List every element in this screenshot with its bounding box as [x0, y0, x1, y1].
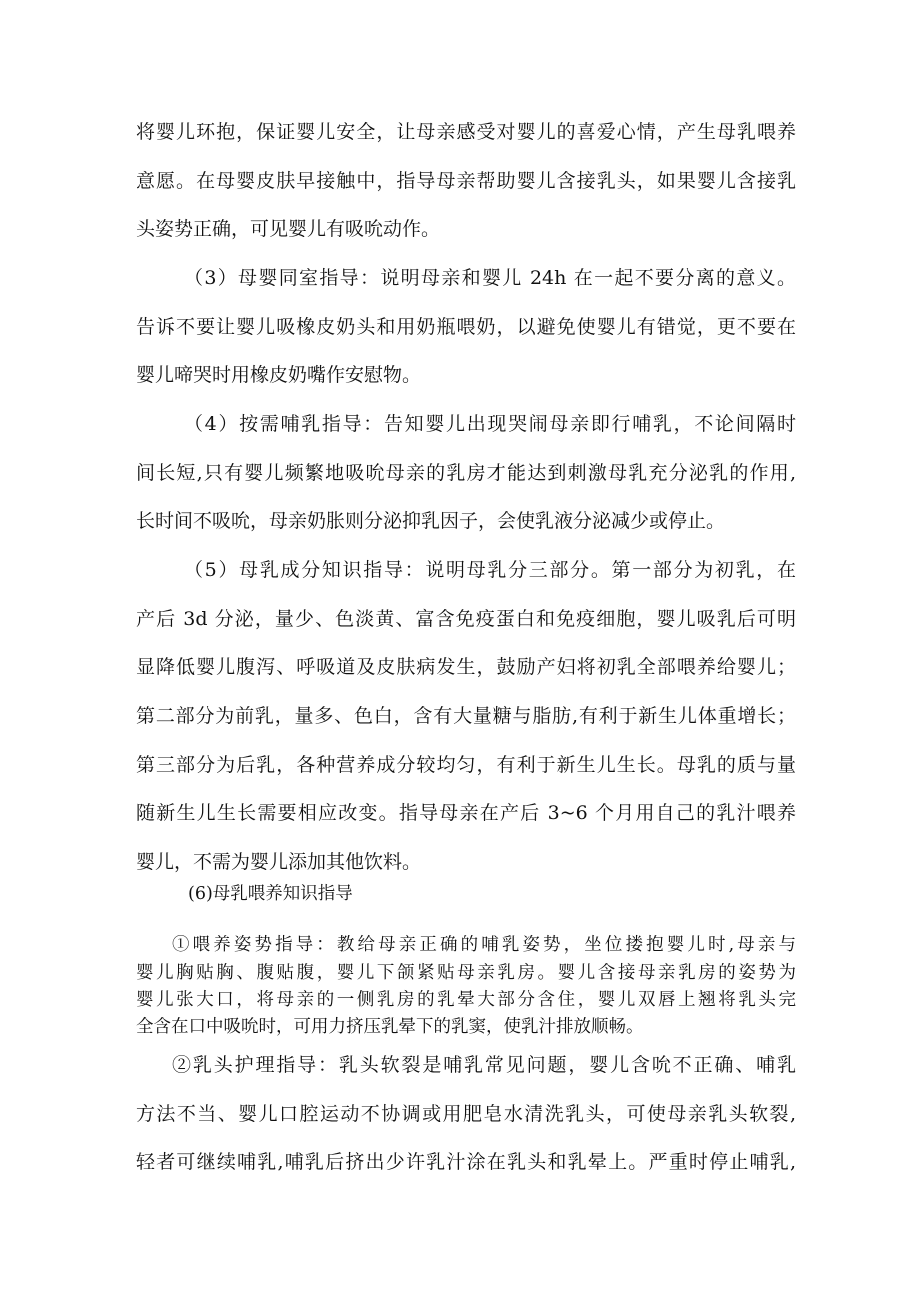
paragraph-5-line: 第二部分为前乳，量多、色白，含有大量糖与脂肪,有利于新生儿体重增长；	[136, 705, 796, 727]
paragraph-5-line: 显降低婴儿腹泻、呼吸道及皮肤病发生，鼓励产妇将初乳全部喂养给婴儿；	[136, 656, 796, 678]
paragraph-intro-line: 头姿势正确，可见婴儿有吸吮动作。	[136, 218, 441, 240]
paragraph-5-line: （5）母乳成分知识指导：说明母乳分三部分。第一部分为初乳，在	[184, 559, 796, 581]
paragraph-6-2-line: 方法不当、婴儿口腔运动不协调或用肥皂水清洗乳头，可使母亲乳头软裂,	[136, 1103, 796, 1125]
paragraph-3-line: 婴儿啼哭时用橡皮奶嘴作安慰物。	[136, 364, 422, 386]
paragraph-4-line: （4）按需哺乳指导：告知婴儿出现哭闹母亲即行哺乳，不论间隔时	[184, 413, 796, 435]
paragraph-5-line: 产后 3d 分泌，量少、色淡黄、富含免疫蛋白和免疫细胞，婴儿吸乳后可明	[136, 608, 796, 630]
paragraph-5-line: 第三部分为后乳，各种营养成分较均匀，有利于新生儿生长。母乳的质与量	[136, 754, 796, 776]
paragraph-3-line: （3）母婴同室指导：说明母亲和婴儿 24h 在一起不要分离的意义。	[184, 267, 796, 289]
paragraph-intro-line: 将婴儿环抱，保证婴儿安全，让母亲感受对婴儿的喜爱心情，产生母乳喂养	[136, 121, 796, 143]
paragraph-6-2-line: 轻者可继续哺乳,哺乳后挤出少许乳汁涂在乳头和乳晕上。严重时停止哺乳,	[136, 1151, 796, 1173]
paragraph-4-line: 长时间不吸吮，母亲奶胀则分泌抑乳因子，会使乳液分泌减少或停止。	[136, 510, 726, 532]
paragraph-4-line: 间长短,只有婴儿频繁地吸吮母亲的乳房才能达到刺激母乳充分泌乳的作用,	[136, 462, 796, 484]
paragraph-3-line: 告诉不要让婴儿吸橡皮奶头和用奶瓶喂奶，以避免使婴儿有错觉，更不要在	[136, 316, 796, 338]
paragraph-5-line: 随新生儿生长需要相应改变。指导母亲在产后 3~6 个月用自己的乳汁喂养	[136, 802, 796, 824]
paragraph-6-2-line: ②乳头护理指导：乳头软裂是哺乳常见问题，婴儿含吮不正确、哺乳	[172, 1054, 796, 1076]
paragraph-6-1-line: 全含在口中吸吮时，可用力挤压乳晕下的乳窦，使乳汁排放顺畅。	[136, 1017, 644, 1037]
paragraph-6-1-line: 婴儿张大口，将母亲的一侧乳房的乳晕大部分含住，婴儿双唇上翘将乳头完	[136, 990, 796, 1010]
paragraph-6-1-line: ①喂养姿势指导：教给母亲正确的哺乳姿势，坐位搂抱婴儿时,母亲与	[172, 935, 796, 955]
section-6-heading: (6)母乳喂养知识指导	[188, 884, 353, 904]
paragraph-intro-line: 意愿。在母婴皮肤早接触中，指导母亲帮助婴儿含接乳头，如果婴儿含接乳	[136, 170, 796, 192]
paragraph-5-line: 婴儿，不需为婴儿添加其他饮料。	[136, 851, 422, 873]
paragraph-6-1-line: 婴儿胸贴胸、腹贴腹，婴儿下颌紧贴母亲乳房。婴儿含接母亲乳房的姿势为	[136, 963, 796, 983]
